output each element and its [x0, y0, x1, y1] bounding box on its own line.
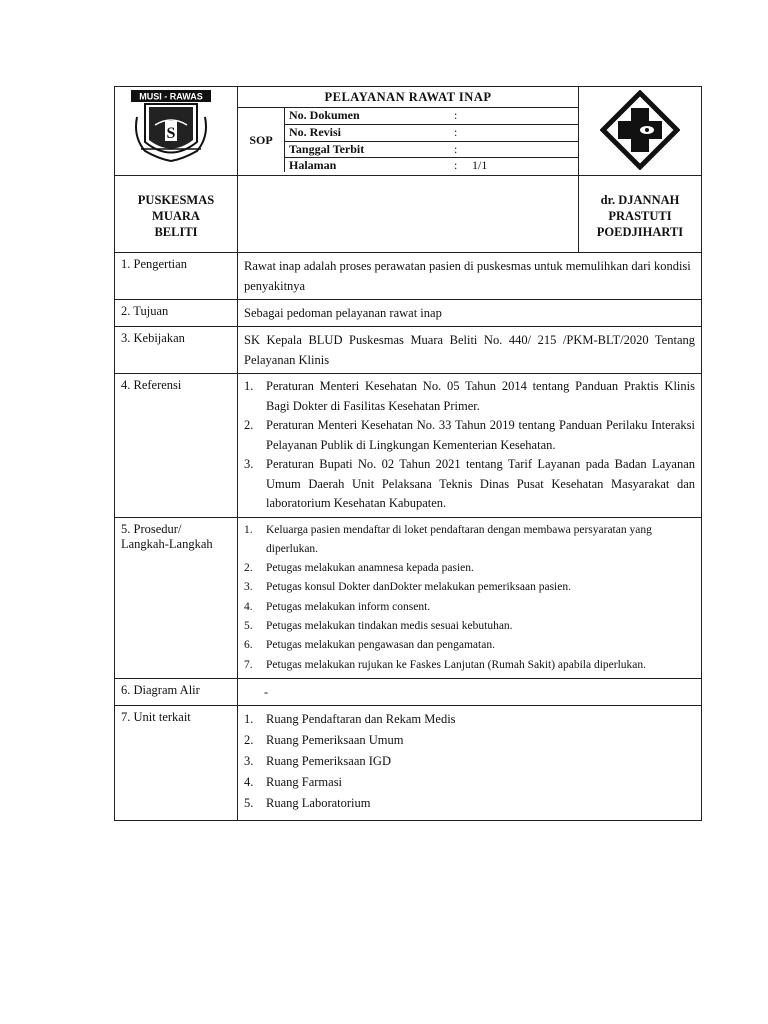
doctor-name-line: PRASTUTI [608, 209, 672, 223]
org-name-line: PUSKESMAS [137, 193, 215, 207]
field-colon: : [454, 124, 458, 139]
row-label: 3. Kebijakan [115, 327, 238, 374]
row-content [238, 374, 702, 518]
row-label: 2. Tujuan [115, 300, 238, 327]
row-label-line: 5. Prosedur/ [121, 521, 182, 536]
row-label [115, 517, 238, 678]
list-item: 3. Ruang Pemeriksaan IGD [244, 753, 391, 768]
list-item: 4. Petugas melakukan inform consent. [244, 600, 431, 613]
org-name-line: MUARA [152, 209, 200, 223]
row-referensi [115, 374, 702, 518]
org-name-line: BELITI [154, 225, 198, 239]
row-content: Rawat inap adalah proses perawatan pasien di puskesmas untuk memulihkan dari kondisi penyakitnya [238, 253, 702, 300]
sop-fields [285, 108, 578, 172]
field-colon: : [454, 141, 458, 156]
list-item: 4. Ruang Farmasi [244, 774, 343, 789]
row-content [238, 517, 702, 678]
row-content: SK Kepala BLUD Puskesmas Muara Beliti No. 440/ 215 /PKM-BLT/2020 Tentang Pelayanan Klinis [238, 327, 702, 374]
row-content [238, 705, 702, 820]
row-label-line: Langkah-Langkah [121, 536, 213, 551]
sop-document [114, 86, 701, 821]
list-item: 6. Petugas melakukan pengawasan dan pengamatan. [244, 639, 495, 652]
row-label: 1. Pengertian [115, 253, 238, 300]
row-diagram-alir [115, 678, 702, 705]
field-key: Tanggal Terbit [289, 141, 365, 156]
field-value [468, 108, 472, 124]
row-prosedur [115, 517, 702, 678]
field-no-revisi [285, 125, 578, 142]
row-tujuan [115, 300, 702, 327]
organization-cell [115, 176, 238, 253]
row-label: 6. Diagram Alir [115, 678, 238, 705]
list-item: 1. Peraturan Menteri Kesehatan No. 05 Tahun 2014 tentang Panduan Praktis Klinis Bagi Dokter di Fasilitas Kesehatan Primer. [244, 379, 695, 413]
list-item: 2. Ruang Pemeriksaan Umum [244, 732, 404, 747]
svg-text:S: S [166, 125, 176, 142]
list-item: 3. Petugas konsul Dokter danDokter melakukan pemeriksaan pasien. [244, 581, 571, 594]
musi-rawas-logo-icon [115, 87, 237, 171]
row-label: 4. Referensi [115, 374, 238, 518]
list-item: 7. Petugas melakukan rujukan ke Faskes Lanjutan (Rumah Sakit) apabila diperlukan. [244, 658, 647, 671]
row-content: Sebagai pedoman pelayanan rawat inap [238, 300, 702, 327]
field-tanggal-terbit [285, 142, 578, 159]
logo-cell [115, 87, 238, 176]
row-pengertian [115, 253, 702, 300]
puskesmas-logo-cell [579, 87, 702, 176]
field-key: No. Dokumen [289, 108, 360, 122]
doctor-name-line: POEDJIHARTI [596, 225, 684, 239]
sop-table [114, 86, 702, 821]
field-key: No. Revisi [289, 124, 341, 139]
row-unit-terkait [115, 705, 702, 820]
puskesmas-cross-icon [600, 90, 680, 170]
row-kebijakan [115, 327, 702, 374]
page-title: PELAYANAN RAWAT INAP [238, 87, 578, 108]
logo-banner-text: MUSI - RAWAS [139, 91, 203, 102]
field-key: Halaman [289, 158, 337, 173]
list-item: 3. Peraturan Bupati No. 02 Tahun 2021 tentang Tarif Layanan pada Badan Layanan Umum Daerah Unit Pelaksana Teknis Dinas Pusat Kesehatan Masyarakat dan laboratorium Kesehatan Kabupaten. [244, 457, 695, 510]
field-value [468, 142, 472, 158]
list-item: 2. Peraturan Menteri Kesehatan No. 33 Tahun 2019 tentang Panduan Perilaku Interaksi Pelayanan Publik di Lingkungan Kementerian Kesehatan. [244, 418, 695, 452]
doctor-cell [579, 176, 702, 253]
field-no-dokumen [285, 108, 578, 125]
list-item: 2. Petugas melakukan anamnesa kepada pasien. [244, 562, 474, 575]
sop-label: SOP [238, 108, 285, 172]
list-item: 5. Ruang Laboratorium [244, 795, 371, 810]
field-value: 1/1 [472, 158, 488, 173]
doctor-name-line: dr. DJANNAH [600, 193, 680, 207]
row-content: - [238, 678, 702, 705]
field-value [468, 125, 472, 141]
empty-signature-cell [238, 176, 579, 253]
list-item: 1. Keluarga pasien mendaftar di loket pendaftaran dengan membawa persyaratan yang diperlukan. [244, 523, 652, 555]
field-colon: : [454, 108, 458, 122]
list-item: 5. Petugas melakukan tindakan medis sesuai kebutuhan. [244, 619, 513, 632]
field-colon: : [454, 158, 458, 173]
list-item: 1. Ruang Pendaftaran dan Rekam Medis [244, 711, 456, 726]
sop-header-cell [238, 87, 579, 176]
row-label: 7. Unit terkait [115, 705, 238, 820]
field-halaman [285, 158, 578, 174]
